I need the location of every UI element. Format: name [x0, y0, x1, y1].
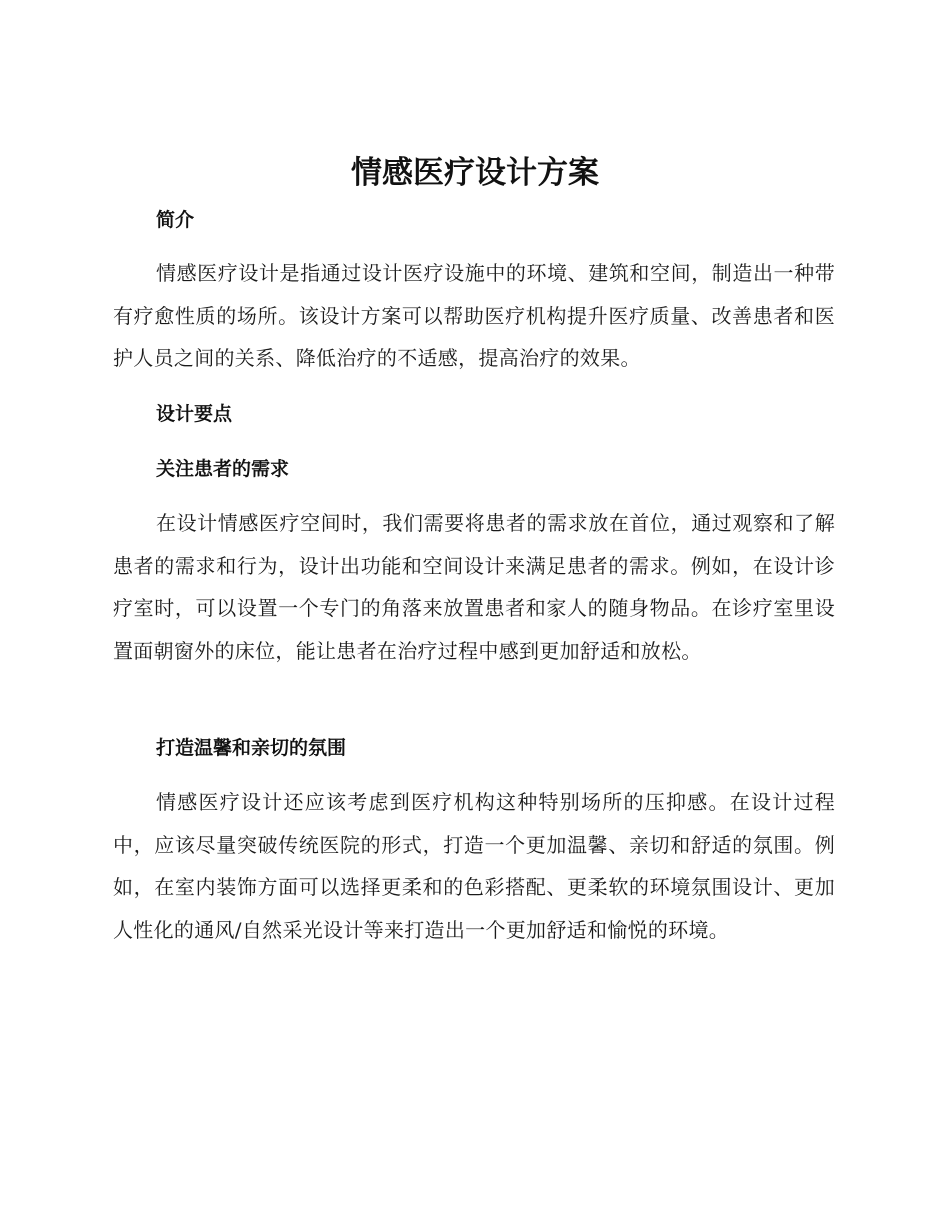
atmosphere-paragraph: 情感医疗设计还应该考虑到医疗机构这种特别场所的压抑感。在设计过程中，应该尽量突破传统医院的形式，打造一个更加温馨、亲切和舒适的氛围。例如，在室内装饰方面可以选择更柔和的色彩搭配、更柔软的环境氛围设计、更加人性化的通风/自然采光设计等来打造出一个更加舒适和愉悦的环境。 — [113, 790, 835, 942]
section-heading-intro: 简介 — [156, 209, 195, 231]
subsection-heading-patient-needs: 关注患者的需求 — [156, 458, 290, 480]
patient-needs-paragraph: 在设计情感医疗空间时，我们需要将患者的需求放在首位，通过观察和了解患者的需求和行为，设计出功能和空间设计来满足患者的需求。例如，在设计诊疗室时，可以设置一个专门的角落来放置患者和家人的随身物品。在诊疗室里设置面朝窗外的床位，能让患者在治疗过程中感到更加舒适和放松。 — [113, 511, 835, 663]
document-title: 情感医疗设计方案 — [351, 155, 599, 191]
subsection-heading-atmosphere: 打造温馨和亲切的氛围 — [156, 737, 347, 759]
intro-paragraph: 情感医疗设计是指通过设计医疗设施中的环境、建筑和空间，制造出一种带有疗愈性质的场所。该设计方案可以帮助医疗机构提升医疗质量、改善患者和医护人员之间的关系、降低治疗的不适感，提高治疗的效果。 — [113, 261, 835, 370]
section-heading-design-points: 设计要点 — [156, 403, 233, 425]
